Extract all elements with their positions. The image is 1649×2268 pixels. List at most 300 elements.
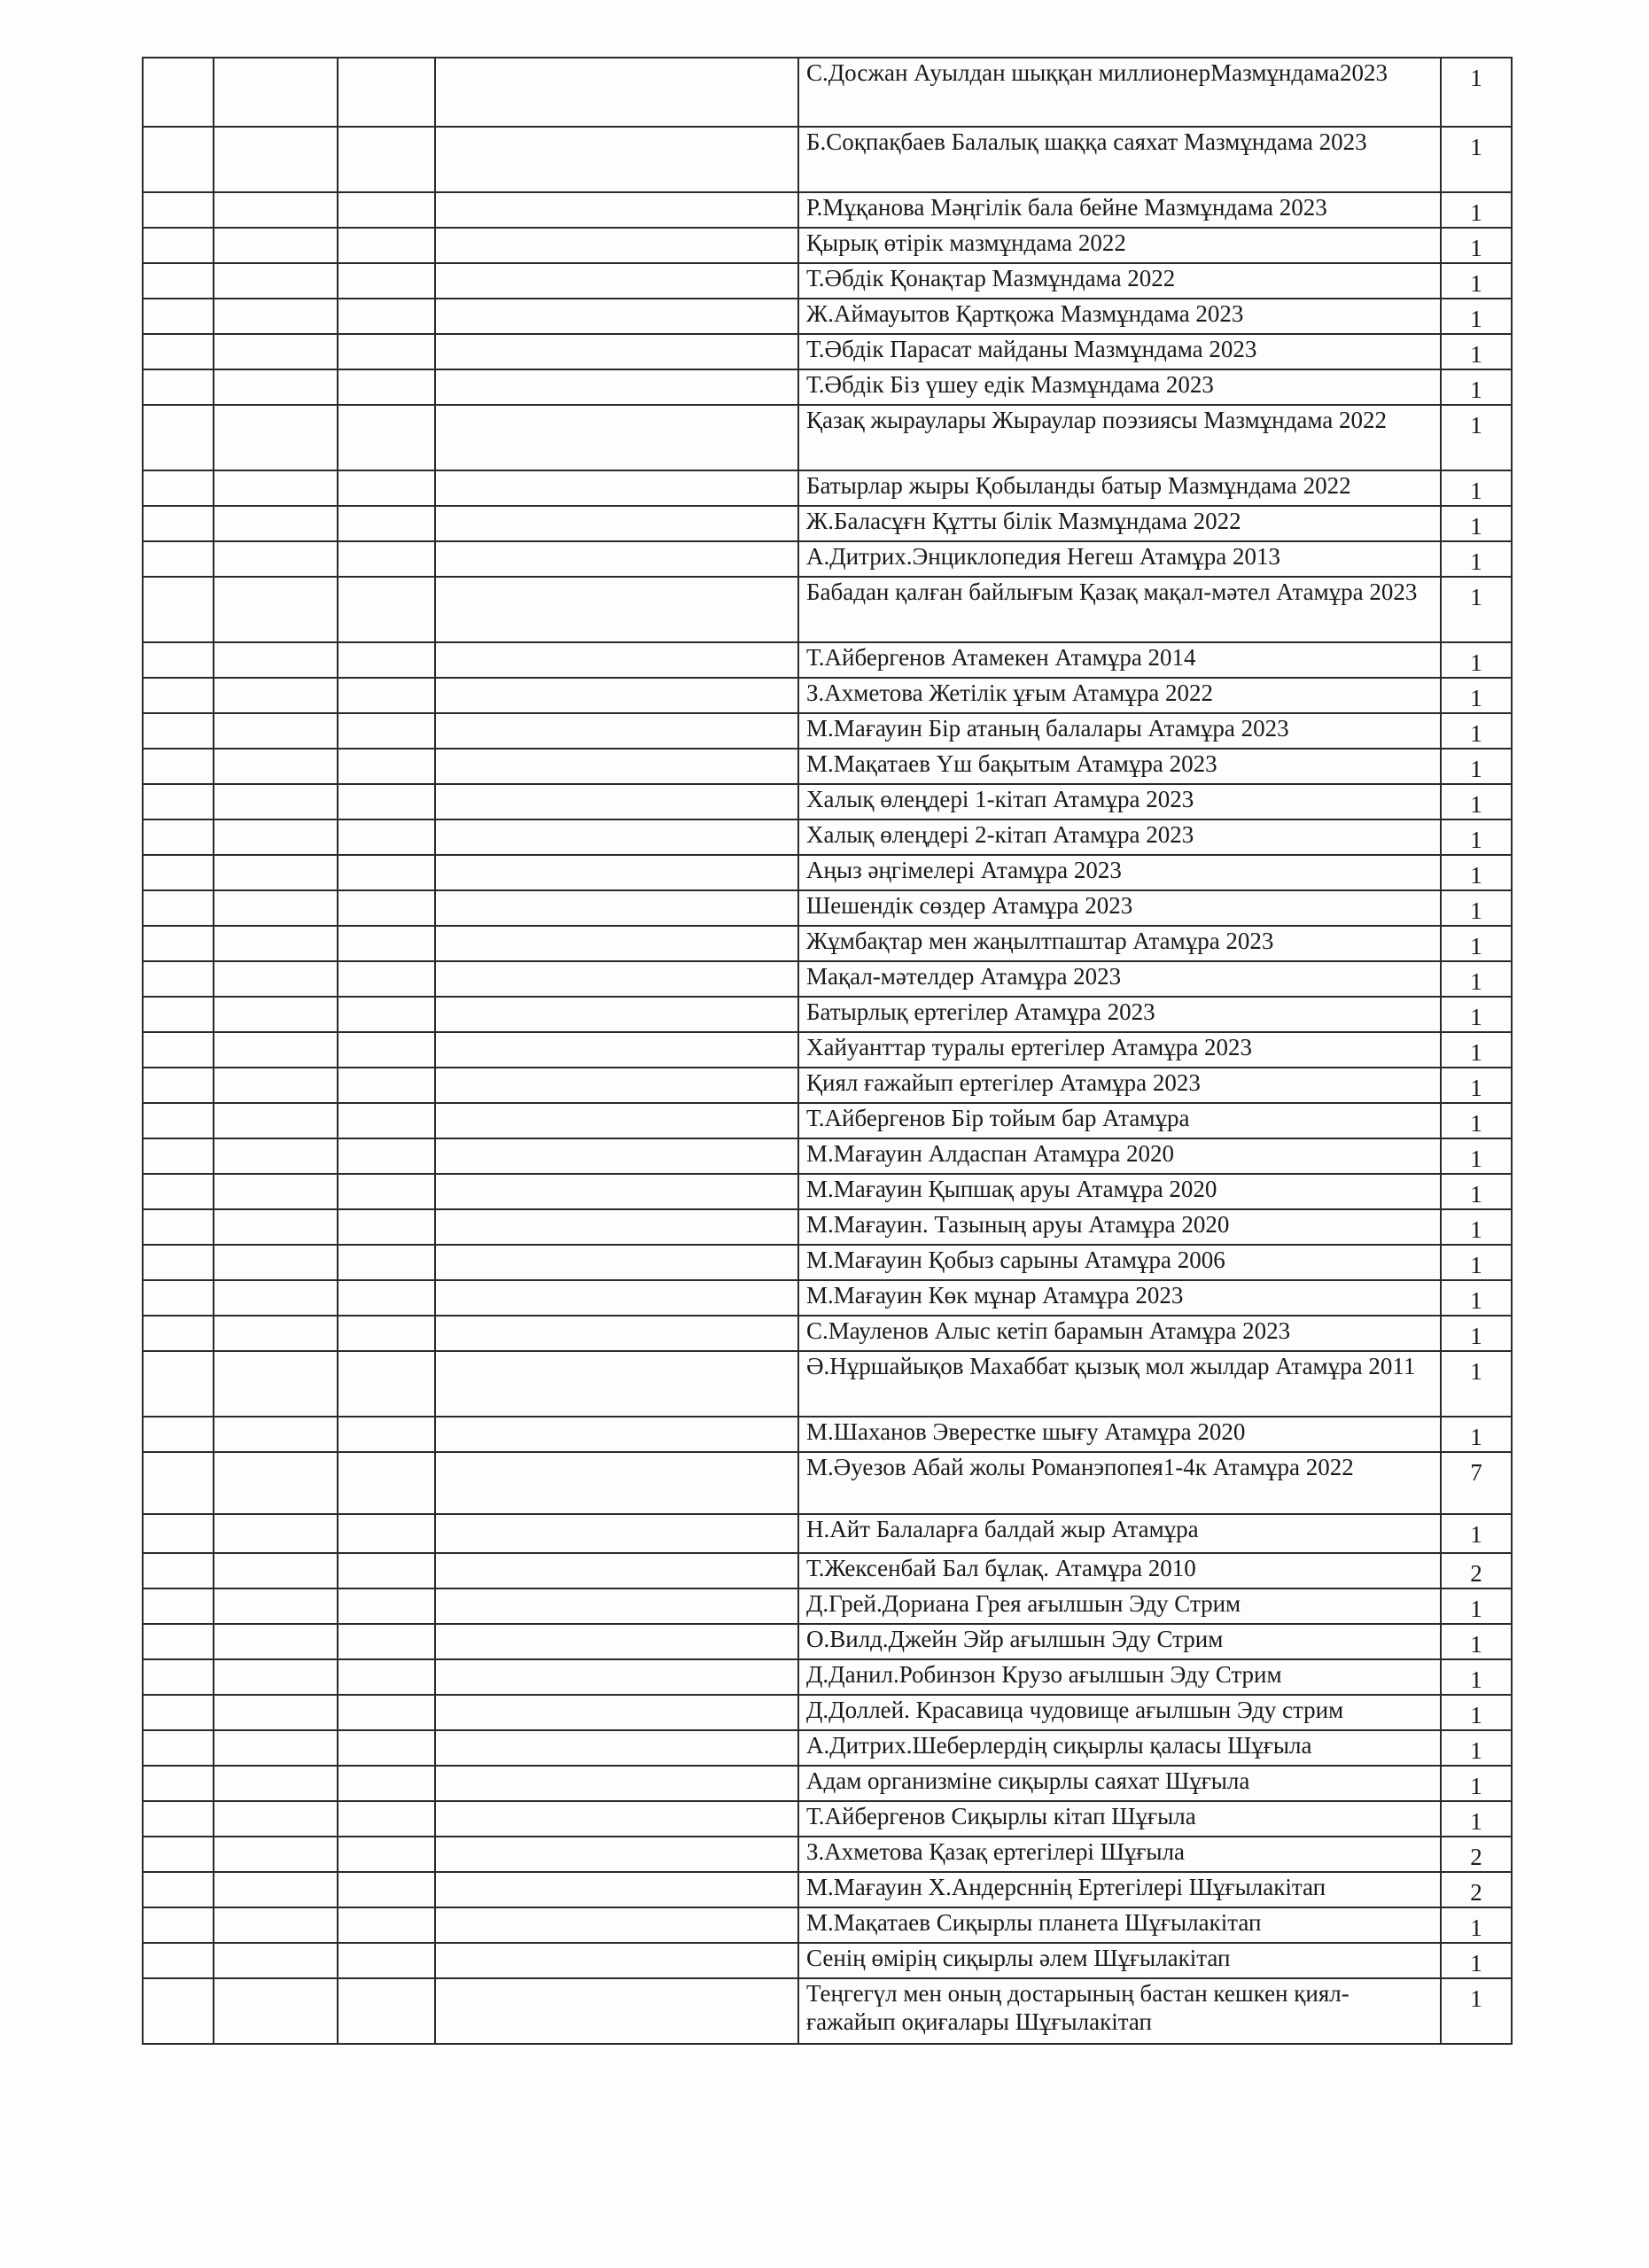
empty-cell [435,1730,798,1766]
empty-cell [435,1103,798,1138]
book-title-cell: М.Мағауин Алдаспан Атамұра 2020 [798,1138,1441,1174]
quantity-cell: 1 [1441,890,1512,926]
quantity-cell: 1 [1441,1730,1512,1766]
empty-cell [143,1245,214,1280]
table-row [143,470,1512,506]
empty-cell [214,1730,338,1766]
book-title-cell: Т.Әбдік Біз үшеу едік Мазмұндама 2023 [798,369,1441,405]
empty-cell [338,713,435,749]
empty-cell [214,890,338,926]
empty-cell [435,1452,798,1514]
quantity-cell: 1 [1441,1209,1512,1245]
table-row [143,299,1512,334]
empty-cell [338,961,435,997]
empty-cell [214,299,338,334]
empty-cell [435,1417,798,1452]
book-title-cell: М.Мағауин Қыпшақ аруы Атамұра 2020 [798,1174,1441,1209]
empty-cell [338,890,435,926]
empty-cell [435,299,798,334]
empty-cell [143,1730,214,1766]
empty-cell [143,506,214,541]
table-row [143,1801,1512,1837]
empty-cell [338,1068,435,1103]
book-title-cell: М.Мақатаев Үш бақытым Атамұра 2023 [798,749,1441,784]
empty-cell [214,263,338,299]
empty-cell [143,961,214,997]
empty-cell [338,1766,435,1801]
empty-cell [338,926,435,961]
empty-cell [214,1553,338,1588]
table-row [143,1553,1512,1588]
empty-cell [435,506,798,541]
book-title-cell: Мақал-мәтелдер Атамұра 2023 [798,961,1441,997]
empty-cell [214,713,338,749]
book-title-cell: Ә.Нұршайықов Махаббат қызық мол жылдар Атамұра 2011 [798,1351,1441,1417]
empty-cell [338,577,435,642]
empty-cell [143,369,214,405]
quantity-cell: 1 [1441,749,1512,784]
empty-cell [214,1837,338,1872]
quantity-cell: 1 [1441,192,1512,228]
empty-cell [435,1588,798,1624]
empty-cell [435,1624,798,1659]
table-row [143,1316,1512,1351]
empty-cell [338,1624,435,1659]
empty-cell [435,334,798,369]
quantity-cell: 1 [1441,1316,1512,1351]
empty-cell [214,1659,338,1695]
empty-cell [338,1514,435,1553]
empty-cell [435,1872,798,1907]
empty-cell [435,1138,798,1174]
table-row [143,1514,1512,1553]
book-title-cell: М.Мағауин. Тазының аруы Атамұра 2020 [798,1209,1441,1245]
book-title-cell: Халық өлеңдері 1-кітап Атамұра 2023 [798,784,1441,819]
empty-cell [435,1695,798,1730]
quantity-cell: 1 [1441,1280,1512,1316]
empty-cell [143,926,214,961]
empty-cell [143,470,214,506]
quantity-cell: 1 [1441,1032,1512,1068]
empty-cell [338,1138,435,1174]
empty-cell [143,1659,214,1695]
table-row [143,926,1512,961]
empty-cell [435,678,798,713]
empty-cell [214,1280,338,1316]
empty-cell [214,1351,338,1417]
empty-cell [214,334,338,369]
empty-cell [435,961,798,997]
empty-cell [214,1943,338,1978]
empty-cell [435,997,798,1032]
book-title-cell: М.Шаханов Эверестке шығу Атамұра 2020 [798,1417,1441,1452]
quantity-cell: 1 [1441,1801,1512,1837]
empty-cell [435,1245,798,1280]
empty-cell [435,1553,798,1588]
empty-cell [338,997,435,1032]
empty-cell [435,926,798,961]
book-title-cell: Қырық өтірік мазмұндама 2022 [798,228,1441,263]
empty-cell [143,541,214,577]
empty-cell [143,1417,214,1452]
empty-cell [143,127,214,192]
empty-cell [143,1174,214,1209]
empty-cell [214,784,338,819]
empty-cell [338,506,435,541]
empty-cell [435,713,798,749]
empty-cell [214,1417,338,1452]
quantity-cell: 1 [1441,961,1512,997]
quantity-cell: 1 [1441,713,1512,749]
empty-cell [435,749,798,784]
empty-cell [143,997,214,1032]
empty-cell [338,1801,435,1837]
empty-cell [143,1978,214,2044]
empty-cell [143,642,214,678]
book-title-cell: Т.Жексенбай Бал бұлақ. Атамұра 2010 [798,1553,1441,1588]
empty-cell [214,1316,338,1351]
book-title-cell: Ж.Баласұғн Құтты білік Мазмұндама 2022 [798,506,1441,541]
quantity-cell: 2 [1441,1872,1512,1907]
table-row [143,784,1512,819]
empty-cell [338,1245,435,1280]
book-title-cell: Халық өлеңдері 2-кітап Атамұра 2023 [798,819,1441,855]
empty-cell [435,642,798,678]
empty-cell [143,678,214,713]
book-title-cell: З.Ахметова Жетілік ұғым Атамұра 2022 [798,678,1441,713]
empty-cell [143,1872,214,1907]
empty-cell [338,228,435,263]
empty-cell [338,1588,435,1624]
empty-cell [338,1553,435,1588]
quantity-cell: 1 [1441,926,1512,961]
empty-cell [143,1907,214,1943]
empty-cell [143,1624,214,1659]
empty-cell [143,299,214,334]
book-title-cell: М.Мағауин Х.Андерсннің Ертегілері Шұғылакітап [798,1872,1441,1907]
empty-cell [435,1209,798,1245]
quantity-cell: 1 [1441,1174,1512,1209]
empty-cell [435,577,798,642]
empty-cell [435,228,798,263]
empty-cell [214,1209,338,1245]
quantity-cell: 1 [1441,470,1512,506]
table-row [143,1174,1512,1209]
empty-cell [143,1280,214,1316]
empty-cell [143,1514,214,1553]
book-title-cell: О.Вилд.Джейн Эйр ағылшын Эду Стрим [798,1624,1441,1659]
empty-cell [435,263,798,299]
empty-cell [435,1351,798,1417]
quantity-cell: 1 [1441,1417,1512,1452]
empty-cell [338,1872,435,1907]
quantity-cell: 1 [1441,405,1512,470]
empty-cell [338,1316,435,1351]
empty-cell [143,1138,214,1174]
book-title-cell: М.Мағауин Бір атаның балалары Атамұра 2023 [798,713,1441,749]
book-title-cell: Қиял ғажайып ертегілер Атамұра 2023 [798,1068,1441,1103]
book-title-cell: Жұмбақтар мен жаңылтпаштар Атамұра 2023 [798,926,1441,961]
table-row [143,541,1512,577]
table-row [143,1138,1512,1174]
quantity-cell: 1 [1441,1514,1512,1553]
empty-cell [143,855,214,890]
empty-cell [338,405,435,470]
book-title-cell: М.Мағауин Көк мұнар Атамұра 2023 [798,1280,1441,1316]
table-row [143,1766,1512,1801]
table-row [143,890,1512,926]
empty-cell [214,642,338,678]
empty-cell [214,1624,338,1659]
empty-cell [214,127,338,192]
empty-cell [143,713,214,749]
quantity-cell: 1 [1441,541,1512,577]
table-row [143,1245,1512,1280]
empty-cell [143,890,214,926]
book-title-cell: Р.Мұқанова Мәңгілік бала бейне Мазмұндама 2023 [798,192,1441,228]
quantity-cell: 1 [1441,855,1512,890]
quantity-cell: 2 [1441,1553,1512,1588]
empty-cell [435,1316,798,1351]
empty-cell [338,334,435,369]
empty-cell [435,1766,798,1801]
book-title-cell: М.Әуезов Абай жолы Романэпопея1-4к Атамұра 2022 [798,1452,1441,1514]
quantity-cell: 1 [1441,228,1512,263]
book-title-cell: Батырлық ертегілер Атамұра 2023 [798,997,1441,1032]
empty-cell [338,1103,435,1138]
empty-cell [143,1209,214,1245]
empty-cell [338,127,435,192]
empty-cell [214,1588,338,1624]
table-row [143,1032,1512,1068]
empty-cell [338,1659,435,1695]
empty-cell [435,1978,798,2044]
empty-cell [338,369,435,405]
table-row [143,506,1512,541]
table-row [143,228,1512,263]
empty-cell [143,1032,214,1068]
table-row [143,997,1512,1032]
book-title-cell: С.Досжан Ауылдан шыққан миллионерМазмұндама2023 [798,58,1441,127]
empty-cell [338,58,435,127]
empty-cell [214,1907,338,1943]
book-title-cell: Бабадан қалған байлығым Қазақ мақал-мәтел Атамұра 2023 [798,577,1441,642]
table-row [143,961,1512,997]
book-title-cell: Т.Айбергенов Сиқырлы кітап Шұғыла [798,1801,1441,1837]
empty-cell [214,1032,338,1068]
empty-cell [435,1943,798,1978]
table-row [143,1417,1512,1452]
empty-cell [338,192,435,228]
empty-cell [143,228,214,263]
empty-cell [143,577,214,642]
empty-cell [214,961,338,997]
empty-cell [435,784,798,819]
empty-cell [435,541,798,577]
book-title-cell: Шешендік сөздер Атамұра 2023 [798,890,1441,926]
book-title-cell: Т.Айбергенов Атамекен Атамұра 2014 [798,642,1441,678]
empty-cell [435,470,798,506]
empty-cell [214,997,338,1032]
empty-cell [214,228,338,263]
table-row [143,819,1512,855]
empty-cell [214,369,338,405]
book-title-cell: Адам организміне сиқырлы саяхат Шұғыла [798,1766,1441,1801]
table-row [143,127,1512,192]
quantity-cell: 1 [1441,334,1512,369]
table-row [143,405,1512,470]
empty-cell [143,192,214,228]
empty-cell [214,1978,338,2044]
quantity-cell: 1 [1441,1351,1512,1417]
quantity-cell: 7 [1441,1452,1512,1514]
empty-cell [338,819,435,855]
table-row [143,1452,1512,1514]
book-title-cell: Д.Доллей. Красавица чудовище ағылшын Эду стрим [798,1695,1441,1730]
table-row [143,58,1512,127]
empty-cell [338,1943,435,1978]
empty-cell [214,1872,338,1907]
table-row [143,577,1512,642]
quantity-cell: 1 [1441,577,1512,642]
empty-cell [435,1514,798,1553]
empty-cell [338,1032,435,1068]
book-title-cell: Д.Данил.Робинзон Крузо ағылшын Эду Стрим [798,1659,1441,1695]
table-row [143,1943,1512,1978]
book-title-cell: Т.Әбдік Қонақтар Мазмұндама 2022 [798,263,1441,299]
quantity-cell: 1 [1441,1588,1512,1624]
empty-cell [338,1280,435,1316]
empty-cell [214,678,338,713]
book-title-cell: З.Ахметова Қазақ ертегілері Шұғыла [798,1837,1441,1872]
empty-cell [214,1138,338,1174]
empty-cell [338,1174,435,1209]
empty-cell [338,678,435,713]
empty-cell [435,1907,798,1943]
book-title-cell: Теңгегүл мен оның достарының бастан кешкен қиял-ғажайып оқиғалары Шұғылакітап [798,1978,1441,2044]
empty-cell [143,1695,214,1730]
empty-cell [435,1068,798,1103]
empty-cell [143,1766,214,1801]
empty-cell [214,541,338,577]
empty-cell [143,1103,214,1138]
empty-cell [435,58,798,127]
empty-cell [214,1245,338,1280]
quantity-cell: 1 [1441,299,1512,334]
empty-cell [214,58,338,127]
book-title-cell: Батырлар жыры Қобыланды батыр Мазмұндама 2022 [798,470,1441,506]
table-row [143,1837,1512,1872]
empty-cell [435,1801,798,1837]
empty-cell [435,819,798,855]
empty-cell [338,470,435,506]
empty-cell [214,819,338,855]
empty-cell [435,1174,798,1209]
empty-cell [338,1417,435,1452]
empty-cell [435,127,798,192]
empty-cell [338,1452,435,1514]
empty-cell [214,1103,338,1138]
table-row [143,1624,1512,1659]
empty-cell [143,819,214,855]
book-list-body [143,58,1512,2044]
empty-cell [338,263,435,299]
empty-cell [214,1801,338,1837]
quantity-cell: 1 [1441,1659,1512,1695]
table-row [143,334,1512,369]
empty-cell [338,299,435,334]
quantity-cell: 2 [1441,1837,1512,1872]
empty-cell [338,1730,435,1766]
empty-cell [338,541,435,577]
book-title-cell: А.Дитрих.Энциклопедия Негеш Атамұра 2013 [798,541,1441,577]
table-row [143,1103,1512,1138]
table-row [143,369,1512,405]
book-title-cell: Аңыз әңгімелері Атамұра 2023 [798,855,1441,890]
quantity-cell: 1 [1441,1624,1512,1659]
empty-cell [338,1351,435,1417]
book-title-cell: Т.Әбдік Парасат майданы Мазмұндама 2023 [798,334,1441,369]
book-title-cell: Б.Соқпақбаев Балалық шаққа саяхат Мазмұндама 2023 [798,127,1441,192]
book-title-cell: С.Мауленов Алыс кетіп барамын Атамұра 2023 [798,1316,1441,1351]
empty-cell [214,1766,338,1801]
table-row [143,1695,1512,1730]
table-row [143,1209,1512,1245]
table-row [143,713,1512,749]
empty-cell [338,1907,435,1943]
empty-cell [143,1068,214,1103]
table-row [143,749,1512,784]
empty-cell [435,369,798,405]
empty-cell [214,405,338,470]
empty-cell [143,784,214,819]
empty-cell [143,1588,214,1624]
book-title-cell: Ж.Аймауытов Қартқожа Мазмұндама 2023 [798,299,1441,334]
empty-cell [143,1351,214,1417]
quantity-cell: 1 [1441,1943,1512,1978]
book-list-table [142,57,1513,2045]
quantity-cell: 1 [1441,819,1512,855]
quantity-cell: 1 [1441,1138,1512,1174]
table-row [143,855,1512,890]
quantity-cell: 1 [1441,784,1512,819]
empty-cell [214,192,338,228]
quantity-cell: 1 [1441,642,1512,678]
empty-cell [338,855,435,890]
empty-cell [338,784,435,819]
empty-cell [143,1452,214,1514]
empty-cell [435,1280,798,1316]
empty-cell [435,192,798,228]
empty-cell [338,1837,435,1872]
quantity-cell: 1 [1441,1245,1512,1280]
empty-cell [338,1978,435,2044]
empty-cell [435,405,798,470]
book-title-cell: Хайуанттар туралы ертегілер Атамұра 2023 [798,1032,1441,1068]
book-title-cell: М.Мақатаев Сиқырлы планета Шұғылакітап [798,1907,1441,1943]
quantity-cell: 1 [1441,1907,1512,1943]
quantity-cell: 1 [1441,997,1512,1032]
book-title-cell: Қазақ жыраулары Жыраулар поэзиясы Мазмұндама 2022 [798,405,1441,470]
table-row [143,263,1512,299]
table-row [143,1659,1512,1695]
empty-cell [435,890,798,926]
empty-cell [143,58,214,127]
quantity-cell: 1 [1441,1068,1512,1103]
table-row [143,1068,1512,1103]
empty-cell [214,926,338,961]
book-title-cell: Н.Айт Балаларға балдай жыр Атамұра [798,1514,1441,1553]
